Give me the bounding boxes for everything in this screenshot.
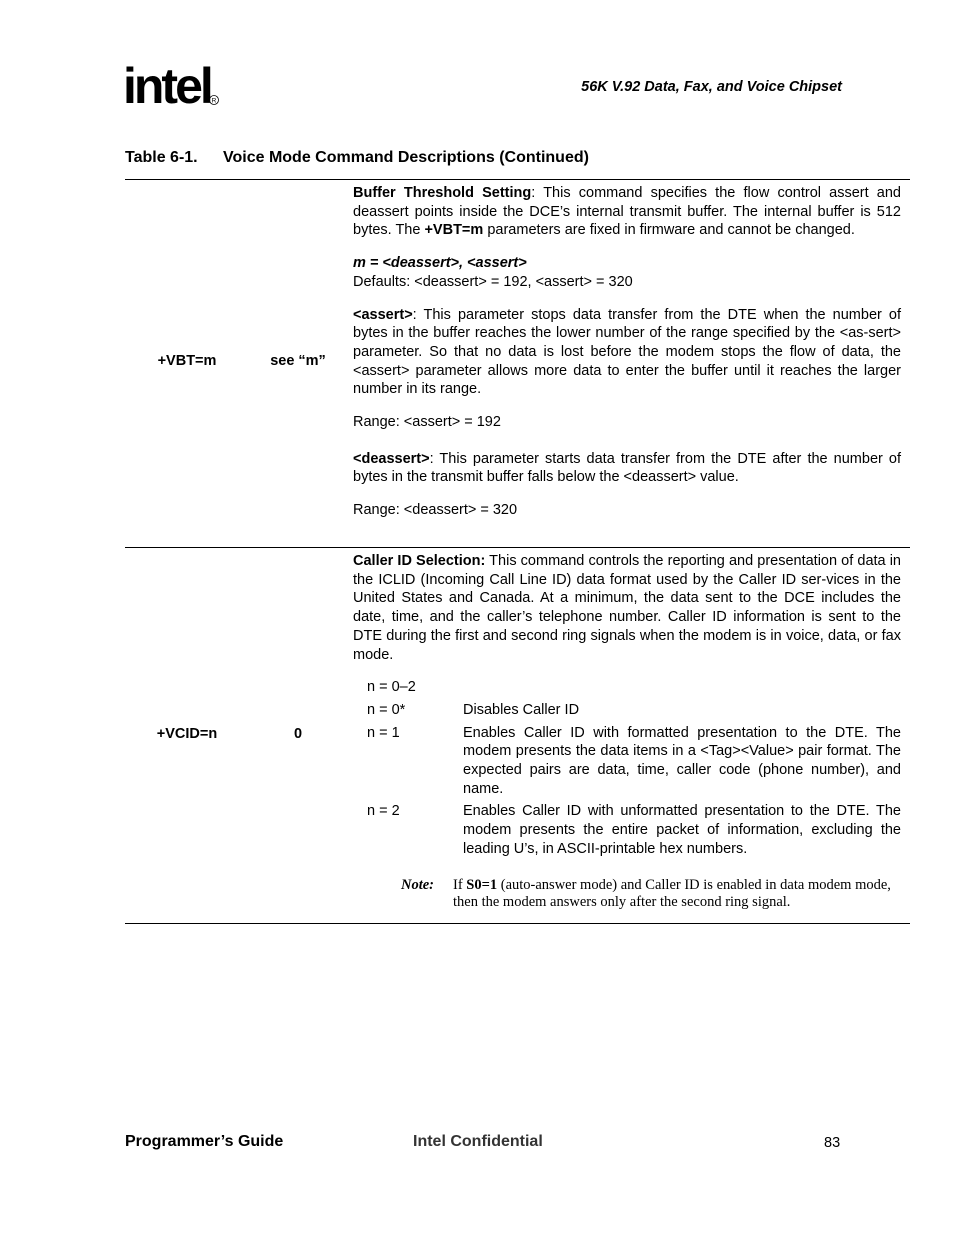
page-number: 83: [824, 1135, 841, 1151]
table-row-vbt: [125, 179, 910, 547]
command-cell: +VBT=m: [157, 353, 217, 369]
table-caption-title: Voice Mode Command Descriptions (Continued): [223, 149, 589, 166]
vcid-options: [367, 678, 901, 858]
option-row: n = 2 Enables Caller ID with unformatted presentation to the DTE. The modem presents the entire packet of information, excluding the leading U’s, in ASCII-printable hex numbers.: [367, 803, 901, 857]
default-cell: see “m”: [270, 353, 326, 369]
logo-wordmark: intel: [123, 60, 211, 114]
footer-guide-title: Programmer’s Guide: [125, 1133, 284, 1150]
option-row: n = 0* Disables Caller ID: [367, 701, 580, 718]
note-label: Note:: [401, 876, 435, 893]
table-row-vcid: [125, 547, 910, 923]
intel-logo-mark: [123, 60, 223, 120]
table-bottom-rule: [125, 923, 910, 924]
description-cell: [353, 552, 901, 912]
table-caption-number: Table 6-1.: [125, 149, 198, 166]
svg-text:R: R: [211, 97, 217, 105]
vcid-note: [401, 877, 901, 912]
description-cell: [353, 184, 901, 534]
default-cell: 0: [293, 726, 303, 742]
option-row: n = 1 Enables Caller ID with formatted presentation to the DTE. The modem presents the data items in a <Tag><Value> pair format. The expected pairs are data, time, caller code (phone number), and name.: [367, 724, 901, 797]
note-text: If S0=1 (auto-answer mode) and Caller ID is enabled in data modem mode, then the modem answers only after the second ring signal.: [453, 876, 891, 911]
document-title: 56K V.92 Data, Fax, and Voice Chipset: [581, 79, 842, 95]
vbt-intro: Buffer Threshold Setting: This command specifies the flow control assert and deassert points inside the DCE’s internal transmit buffer. The internal buffer is 512 bytes. The +VBT=m parameters are fixed in firmware and cannot be changed.: [353, 185, 901, 239]
option-row: n = 0–2: [367, 679, 416, 696]
vbt-assert-range: Range: <assert> = 192: [353, 414, 501, 431]
command-cell: +VCID=n: [156, 726, 218, 742]
footer-confidential: Intel Confidential: [413, 1133, 543, 1150]
table-caption: [125, 149, 589, 167]
vbt-deassert: <deassert>: This parameter starts data transfer from the DTE after the number of bytes in the transmit buffer falls below the <deassert> value.: [353, 450, 901, 486]
intel-logo: [123, 60, 223, 120]
vcid-intro: Caller ID Selection: This command controls the reporting and presentation of data in the ICLID (Incoming Call Line ID) data format used by the Caller ID ser-vices in the United States and Canada. At a minimum, the data sent to the DCE includes the date, time, and the caller’s telephone number. Caller ID information is sent to the DTE during the first and second ring signals when the modem is in voice, data, or fax mode.: [353, 553, 901, 663]
vbt-deassert-range: Range: <deassert> = 320: [353, 502, 518, 519]
vbt-assert: <assert>: This parameter stops data transfer from the DTE when the number of bytes in the buffer reaches the lower number of the range specified by the <as-sert> parameter. So that no data is lost before the modem stops the flow of data, the <assert> parameter allows more data to enter the buffer until it reaches the larger number in its range.: [353, 306, 901, 398]
vbt-params: m = <deassert>, <assert> Defaults: <deassert> = 192, <assert> = 320: [353, 255, 633, 290]
